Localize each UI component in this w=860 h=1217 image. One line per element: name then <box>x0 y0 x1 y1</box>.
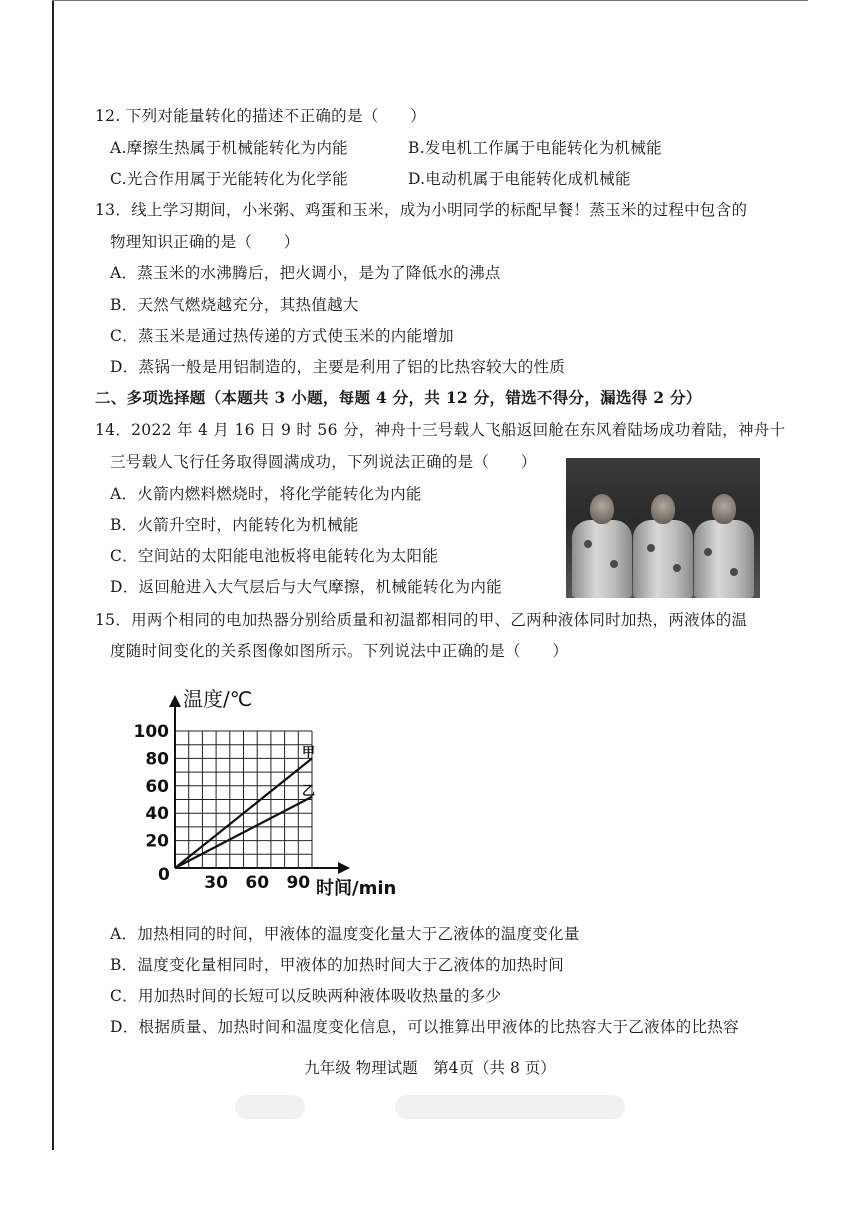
q15-option-d: D．根据质量、加热时间和温度变化信息，可以推算出甲液体的比热容大于乙液体的比热容 <box>110 1018 739 1036</box>
q15-stem-line2: 度随时间变化的关系图像如图所示。下列说法中正确的是（ ） <box>110 642 569 660</box>
q12-option-a: A.摩擦生热属于机械能转化为内能 <box>110 139 348 157</box>
series-lines <box>175 745 315 868</box>
y-axis-label: 温度/℃ <box>183 687 253 711</box>
x-tick-label: 60 <box>245 873 270 893</box>
section-heading-multiple-choice: 二、多项选择题（本题共 3 小题，每题 4 分，共 12 分，错选不得分，漏选得 2 分） <box>95 388 702 407</box>
astronaut-figure <box>694 490 754 598</box>
page-footer: 九年级 物理试题 第4页（共 8 页） <box>304 1059 556 1077</box>
q12-stem: 12. 下列对能量转化的描述不正确的是（ ） <box>95 107 426 125</box>
q12-option-c: C.光合作用属于光能转化为化学能 <box>110 170 349 188</box>
q14-option-a: A．火箭内燃料燃烧时，将化学能转化为内能 <box>110 485 422 503</box>
q13-option-b: B．天然气燃烧越充分，其热值越大 <box>110 296 359 314</box>
q14-stem-line2: 三号载人飞行任务取得圆满成功，下列说法正确的是（ ） <box>110 453 537 471</box>
q13-stem-line1: 13．线上学习期间，小米粥、鸡蛋和玉米，成为小明同学的标配早餐！蒸玉米的过程中包含的 <box>95 201 748 219</box>
temperature-time-chart <box>133 680 420 900</box>
q13-option-a: A．蒸玉米的水沸腾后，把火调小，是为了降低水的沸点 <box>110 264 501 282</box>
x-tick-label: 90 <box>286 873 311 893</box>
q14-option-d: D．返回舱进入大气层后与大气摩擦，机械能转化为内能 <box>110 578 502 596</box>
y-tick-label: 80 <box>145 749 169 770</box>
series-label-2: 乙 <box>302 783 316 799</box>
q12-option-b: B.发电机工作属于电能转化为机械能 <box>408 139 662 157</box>
astronaut-photo <box>566 458 760 598</box>
x-axis-arrow <box>338 862 350 874</box>
q15-option-a: A．加热相同的时间，甲液体的温度变化量大于乙液体的温度变化量 <box>110 925 580 943</box>
bleed-through-smudge <box>395 1095 625 1119</box>
chart-grid <box>175 731 312 868</box>
q15-option-b: B．温度变化量相同时，甲液体的加热时间大于乙液体的加热时间 <box>110 956 565 974</box>
q13-option-c: C．蒸玉米是通过热传递的方式使玉米的内能增加 <box>110 327 454 345</box>
q14-option-c: C．空间站的太阳能电池板将电能转化为太阳能 <box>110 547 439 565</box>
y-tick-label: 100 <box>133 722 169 742</box>
q14-stem-line1: 14．2022 年 4 月 16 日 9 时 56 分，神舟十三号载人飞船返回舱在东风着陆场成功着陆，神舟十 <box>95 421 786 439</box>
q15-stem-line1: 15．用两个相同的电加热器分别给质量和初温都相同的甲、乙两种液体同时加热，两液体的温 <box>95 611 748 629</box>
astronaut-figure <box>633 490 693 598</box>
y-tick-label: 60 <box>145 776 169 797</box>
origin-label: 0 <box>158 865 170 885</box>
y-tick-label: 40 <box>145 804 169 825</box>
q12-option-d: D.电动机属于电能转化成机械能 <box>408 170 631 188</box>
y-axis-arrow <box>169 695 181 707</box>
page-left-border <box>52 0 54 1150</box>
astronaut-figure <box>572 490 632 598</box>
q13-option-d: D．蒸锅一般是用铝制造的，主要是利用了铝的比热容较大的性质 <box>110 358 566 376</box>
x-tick-label: 30 <box>204 873 228 893</box>
x-axis-label: 时间/min <box>316 878 397 899</box>
q14-option-b: B．火箭升空时，内能转化为机械能 <box>110 516 359 534</box>
bleed-through-smudge <box>235 1095 305 1119</box>
series-label-1: 甲 <box>302 745 316 761</box>
page-top-border <box>52 0 808 1</box>
q13-stem-line2: 物理知识正确的是（ ） <box>110 233 300 251</box>
q15-option-c: C．用加热时间的长短可以反映两种液体吸收热量的多少 <box>110 987 502 1005</box>
y-tick-label: 20 <box>145 831 169 852</box>
